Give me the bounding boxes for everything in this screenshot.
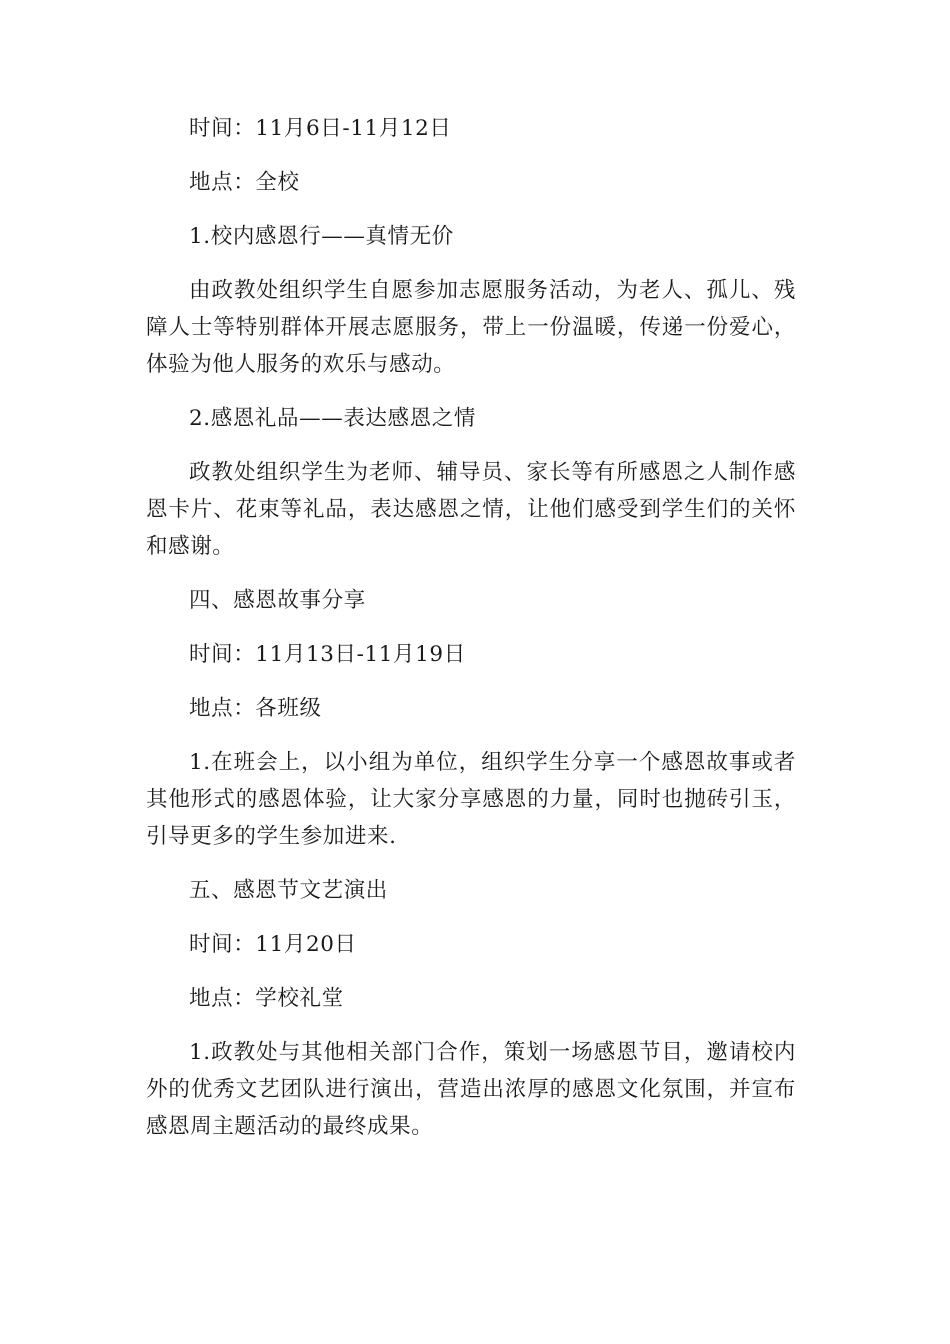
paragraph-gratitude-gifts: 政教处组织学生为老师、辅导员、家长等有所感恩之人制作感恩卡片、花束等礼品，表达感恩之情，让他们感受到学生们的关怀和感谢。 [146,460,796,559]
section-heading-story-sharing: 四、感恩故事分享 [189,588,366,613]
location-line-2: 地点：各班级 [189,696,322,721]
location-line-1: 地点：全校 [189,170,300,195]
location-line-3: 地点：学校礼堂 [189,986,344,1011]
time-line-3: 时间：11月20日 [189,932,357,957]
subheading-campus-gratitude: 1.校内感恩行——真情无价 [189,224,454,249]
paragraph-performance: 1.政教处与其他相关部门合作，策划一场感恩节目，邀请校内外的优秀文艺团队进行演出，营造出浓厚的感恩文化氛围，并宣布感恩周主题活动的最终成果。 [146,1040,796,1139]
time-line-1: 时间：11月6日-11月12日 [189,116,452,141]
subheading-gratitude-gifts: 2.感恩礼品——表达感恩之情 [189,406,476,431]
paragraph-class-meeting: 1.在班会上，以小组为单位，组织学生分享一个感恩故事或者其他形式的感恩体验，让大家分享感恩的力量，同时也抛砖引玉，引导更多的学生参加进来. [146,750,796,849]
paragraph-volunteer-service: 由政教处组织学生自愿参加志愿服务活动，为老人、孤儿、残障人士等特别群体开展志愿服务，带上一份温暖，传递一份爱心，体验为他人服务的欢乐与感动。 [146,278,796,377]
document-body [146,110,796,1162]
time-line-2: 时间：11月13日-11月19日 [189,642,466,667]
section-heading-performance: 五、感恩节文艺演出 [189,878,388,903]
